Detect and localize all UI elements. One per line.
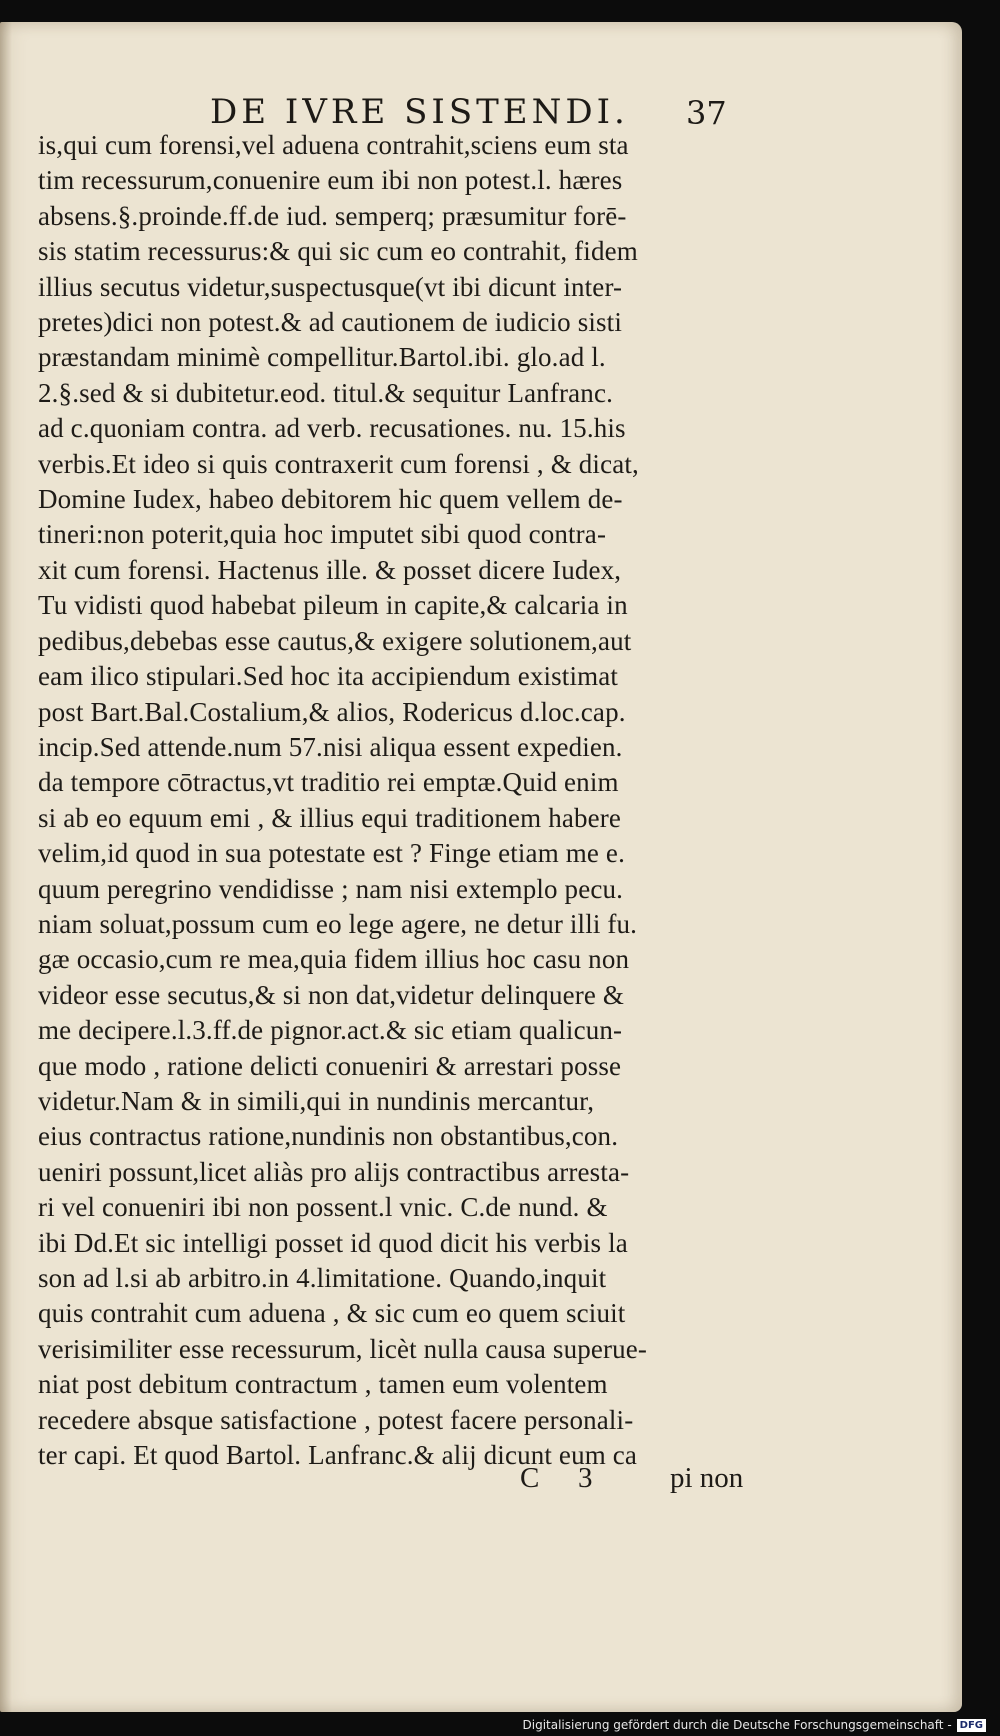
text-line: gæ occasio,cum re mea,quia fidem illius hoc casu non <box>38 944 630 975</box>
text-line: ad c.quoniam contra. ad verb. recusationes. nu. 15.his <box>38 413 626 444</box>
text-line: illius secutus videtur,suspectusque(vt ibi dicunt inter- <box>38 271 623 302</box>
text-line: si ab eo equum emi , & illius equi traditionem habere <box>38 802 622 833</box>
text-line: incip.Sed attende.num 57.nisi aliqua essent expedien. <box>38 731 623 762</box>
text-line: post Bart.Bal.Costalium,& alios, Rodericus d.loc.cap. <box>38 696 626 727</box>
text-line: pretes)dici non potest.& ad cautionem de iudicio sisti <box>38 307 622 338</box>
text-line: da tempore cōtractus,vt traditio rei emptæ.Quid enim <box>38 767 619 798</box>
text-line: ter capi. Et quod Bartol. Lanfranc.& alij dicunt eum ca <box>38 1440 638 1471</box>
text-line: quum peregrino vendidisse ; nam nisi extemplo pecu. <box>38 873 624 904</box>
text-line: quis contrahit cum aduena , & sic cum eo quem sciuit <box>38 1298 626 1329</box>
footer-text: Digitalisierung gefördert durch die Deutsche Forschungsgemeinschaft - <box>522 1718 952 1732</box>
text-line: tineri:non poterit,quia hoc imputet sibi quod contra- <box>38 519 607 550</box>
text-line: me decipere.l.3.ff.de pignor.act.& sic etiam qualicun- <box>38 1015 623 1046</box>
spine-shadow <box>0 22 12 1712</box>
text-line: 2.§.sed & si dubitetur.eod. titul.& sequitur Lanfranc. <box>38 377 613 408</box>
text-line: videtur.Nam & in simili,qui in nundinis mercantur, <box>38 1085 595 1116</box>
text-line: pedibus,debebas esse cautus,& exigere solutionem,aut <box>38 625 632 656</box>
text-line: niam soluat,possum cum eo lege agere, ne detur illi fu. <box>38 908 638 939</box>
running-head: DE IVRE SISTENDI. <box>210 92 629 132</box>
text-line: is,qui cum forensi,vel aduena contrahit,sciens eum sta <box>38 130 629 160</box>
dfg-logo: DFG <box>957 1719 986 1732</box>
text-line: xit cum forensi. Hactenus ille. & posset dicere Iudex, <box>38 554 622 585</box>
text-line: ri vel conueniri ibi non possent.l vnic. C.de nund. & <box>38 1192 608 1223</box>
body-text <box>38 128 768 1473</box>
digitization-footer <box>523 1718 987 1732</box>
catchword: pi non <box>670 1462 744 1494</box>
signature-mark-letter: C <box>520 1462 540 1494</box>
text-line: ueniri possunt,licet aliàs pro alijs contractibus arresta- <box>38 1156 630 1187</box>
text-line: velim,id quod in sua potestate est ? Finge etiam me e. <box>38 838 625 869</box>
text-line: absens.§.proinde.ff.de iud. semperq; præsumitur forē- <box>38 200 627 231</box>
page-number: 37 <box>686 94 727 132</box>
text-line: ibi Dd.Et sic intelligi posset id quod dicit his verbis la <box>38 1227 628 1258</box>
text-line: sis statim recessurus:& qui sic cum eo contrahit, fidem <box>38 236 638 267</box>
text-line: niat post debitum contractum , tamen eum volentem <box>38 1369 608 1400</box>
text-line: que modo , ratione delicti conueniri & arrestari posse <box>38 1050 622 1081</box>
text-line: tim recessurum,conuenire eum ibi non potest.l. hæres <box>38 165 623 196</box>
signature-mark-number: 3 <box>578 1462 593 1494</box>
text-line: præstandam minimè compellitur.Bartol.ibi. glo.ad l. <box>38 342 606 373</box>
text-line: Tu vidisti quod habebat pileum in capite,& calcaria in <box>38 590 628 621</box>
text-line: eius contractus ratione,nundinis non obstantibus,con. <box>38 1121 619 1152</box>
text-line: verisimiliter esse recessurum, licèt nulla causa superue- <box>38 1333 648 1364</box>
text-line: son ad l.si ab arbitro.in 4.limitatione. Quando,inquit <box>38 1263 607 1293</box>
text-line: recedere absque satisfactione , potest facere personali- <box>38 1404 634 1435</box>
text-line: videor esse secutus,& si non dat,videtur delinquere & <box>38 979 625 1010</box>
text-line: eam ilico stipulari.Sed hoc ita accipiendum existimat <box>38 661 619 692</box>
text-line: Domine Iudex, habeo debitorem hic quem vellem de- <box>38 484 623 515</box>
text-line: verbis.Et ideo si quis contraxerit cum forensi , & dicat, <box>38 448 639 479</box>
